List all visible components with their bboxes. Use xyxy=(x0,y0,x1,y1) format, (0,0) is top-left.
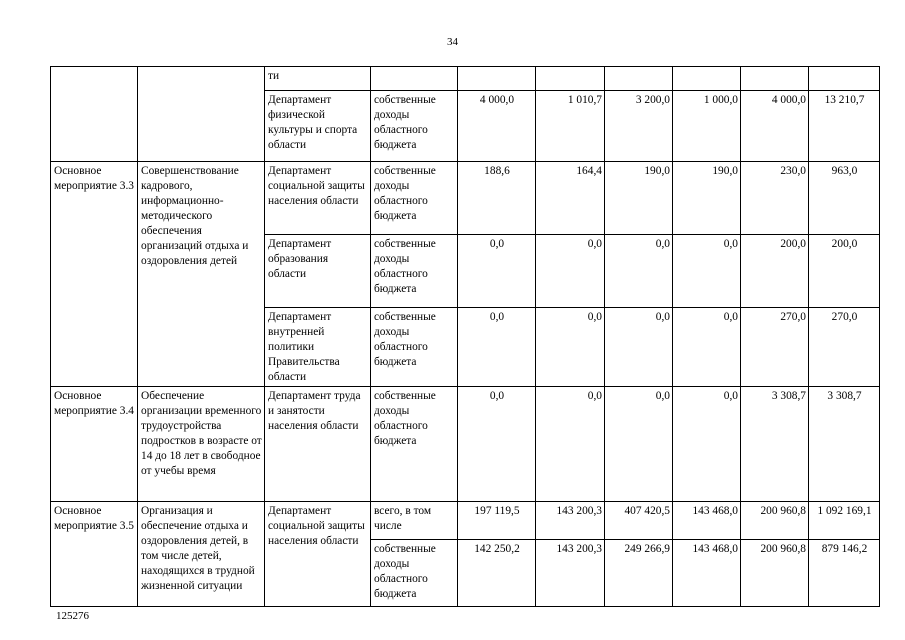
value-cell: 4 000,0 xyxy=(741,91,809,162)
value-cell: 0,0 xyxy=(605,308,673,387)
name-cell: Организация и обеспечение отдыха и оздоровления детей, в том числе детей, находящихся в трудной жизненной ситуации xyxy=(138,502,265,607)
source-cell: собственные доходы областного бюджета xyxy=(371,308,458,387)
value-cell: 0,0 xyxy=(673,308,741,387)
value-cell xyxy=(536,67,605,91)
total-cell: 270,0 xyxy=(809,308,880,387)
source-cell: собственные доходы областного бюджета xyxy=(371,91,458,162)
dept-cell: Департамент физической культуры и спорта области xyxy=(265,91,371,162)
table-row xyxy=(51,67,880,91)
value-cell: 407 420,5 xyxy=(605,502,673,540)
value-cell: 197 119,5 xyxy=(458,502,536,540)
total-cell: 3 308,7 xyxy=(809,387,880,502)
source-cell: собственные доходы областного бюджета xyxy=(371,162,458,235)
source-cell: собственные доходы областного бюджета xyxy=(371,540,458,607)
dept-cell: Департамент труда и занятости населения области xyxy=(265,387,371,502)
value-cell: 3 308,7 xyxy=(741,387,809,502)
source-cell: всего, в том числе xyxy=(371,502,458,540)
table-row xyxy=(51,162,880,235)
total-cell: 1 092 169,1 xyxy=(809,502,880,540)
value-cell: 190,0 xyxy=(605,162,673,235)
total-cell: 13 210,7 xyxy=(809,91,880,162)
footer-code: 125276 xyxy=(56,610,89,622)
event-cell: Основное мероприятие 3.3 xyxy=(51,162,138,387)
value-cell: 143 200,3 xyxy=(536,540,605,607)
value-cell: 143 468,0 xyxy=(673,502,741,540)
total-cell: 200,0 xyxy=(809,235,880,308)
value-cell: 200,0 xyxy=(741,235,809,308)
value-cell: 0,0 xyxy=(458,387,536,502)
value-cell: 143 468,0 xyxy=(673,540,741,607)
value-cell: 200 960,8 xyxy=(741,502,809,540)
value-cell: 1 010,7 xyxy=(536,91,605,162)
value-cell: 249 266,9 xyxy=(605,540,673,607)
value-cell: 1 000,0 xyxy=(673,91,741,162)
source-cell xyxy=(371,67,458,91)
value-cell: 0,0 xyxy=(673,387,741,502)
page-number: 34 xyxy=(447,36,458,48)
event-cell: Основное мероприятие 3.4 xyxy=(51,387,138,502)
value-cell: 0,0 xyxy=(605,235,673,308)
value-cell xyxy=(458,67,536,91)
name-cell: Обеспечение организации временного трудоустройства подростков в возрасте от 14 до 18 лет в свободное от учебы время xyxy=(138,387,265,502)
value-cell: 0,0 xyxy=(536,235,605,308)
value-cell: 4 000,0 xyxy=(458,91,536,162)
name-cell xyxy=(138,67,265,162)
table-row xyxy=(51,502,880,540)
event-cell xyxy=(51,67,138,162)
value-cell: 230,0 xyxy=(741,162,809,235)
event-cell: Основное мероприятие 3.5 xyxy=(51,502,138,607)
value-cell: 0,0 xyxy=(458,235,536,308)
value-cell xyxy=(741,67,809,91)
source-cell: собственные доходы областного бюджета xyxy=(371,235,458,308)
value-cell: 0,0 xyxy=(605,387,673,502)
total-cell xyxy=(809,67,880,91)
value-cell: 200 960,8 xyxy=(741,540,809,607)
total-cell: 963,0 xyxy=(809,162,880,235)
table-row xyxy=(51,387,880,502)
budget-table xyxy=(50,66,880,607)
dept-cell: Департамент внутренней политики Правительства области xyxy=(265,308,371,387)
value-cell: 0,0 xyxy=(536,387,605,502)
value-cell: 164,4 xyxy=(536,162,605,235)
value-cell: 188,6 xyxy=(458,162,536,235)
dept-cell: ти xyxy=(265,67,371,91)
value-cell xyxy=(605,67,673,91)
value-cell: 0,0 xyxy=(536,308,605,387)
value-cell: 0,0 xyxy=(673,235,741,308)
value-cell: 270,0 xyxy=(741,308,809,387)
name-cell: Совершенствование кадрового, информационно-методического обеспечения организаций отдыха и оздоровления детей xyxy=(138,162,265,387)
value-cell: 190,0 xyxy=(673,162,741,235)
value-cell: 143 200,3 xyxy=(536,502,605,540)
value-cell: 0,0 xyxy=(458,308,536,387)
value-cell xyxy=(673,67,741,91)
value-cell: 3 200,0 xyxy=(605,91,673,162)
dept-cell: Департамент социальной защиты населения области xyxy=(265,162,371,235)
dept-cell: Департамент образования области xyxy=(265,235,371,308)
total-cell: 879 146,2 xyxy=(809,540,880,607)
source-cell: собственные доходы областного бюджета xyxy=(371,387,458,502)
value-cell: 142 250,2 xyxy=(458,540,536,607)
dept-cell: Департамент социальной защиты населения области xyxy=(265,502,371,607)
